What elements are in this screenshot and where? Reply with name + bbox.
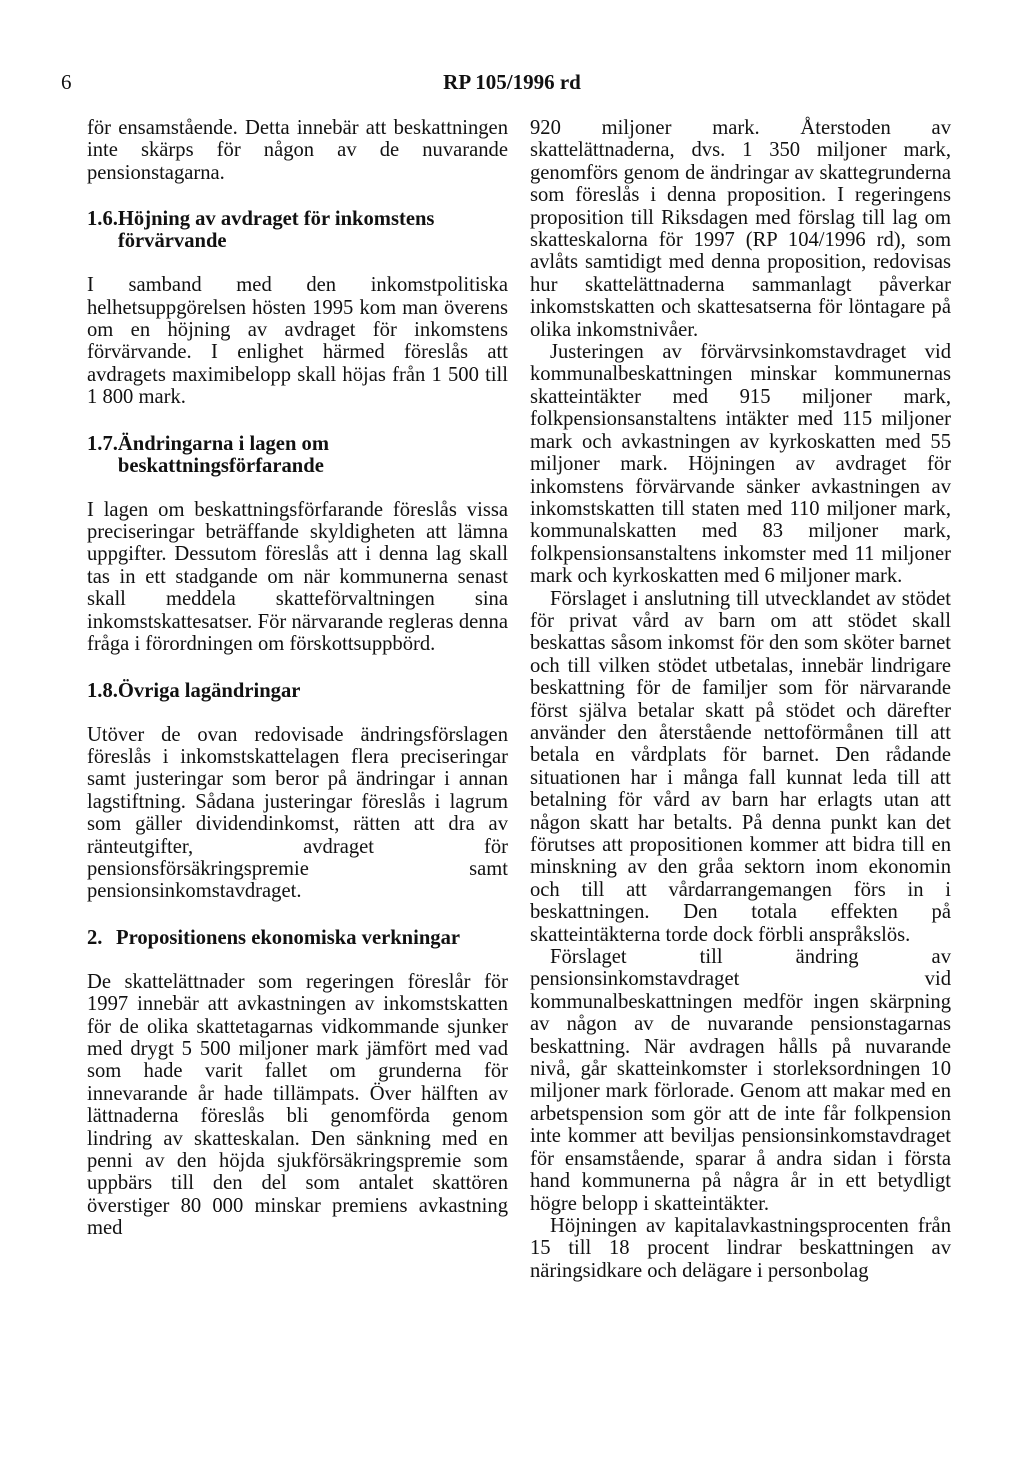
paragraph-1-8: Utöver de ovan redovisade ändringsförslagen föreslås i inkomstskattelagen flera preciseringar samt justeringar som beror på ändringar i annan lagstiftning. Sådana justeringar föreslås i lagrum som gäller dividendinkomst, rätten att dra av ränteutgifter, avdraget för pensionsförsäkringspremie samt pensionsinkomstavdraget. <box>87 723 508 903</box>
section-title: Ändringarna i lagen om beskattningsförfarande <box>117 432 329 477</box>
paragraph: Förslaget till ändring av pensionsinkomstavdraget vid kommunalbeskattningen medför ingen skärpning av någon av de nuvarande pensionstagarnas beskattning. När avdragen hålls på nuvarande nivå, går skatteinkomster i storleksordningen 10 miljoner mark förlorade. Genom att makar med en arbetspension som gör att de inte får folkpension inte kommer att beviljas pensionsinkomstavdraget för ensamstående, sparar å andra sidan i första hand kommunerna på några år in ett betydligt högre belopp i skatteintäkter. <box>530 946 951 1215</box>
paragraph: Förslaget i anslutning till utvecklandet av stödet för privat vård av barn om att stödet skall beskattas såsom inkomst för den som sköter barnet och till vilken stödet utbetalas, innebär lindrigare beskattning för de familjer som för närvarande först själva betalar skatt på stödet och därefter använder den återstående nettoförmånen till att betala en vårdplats för barnet. Den rådande situationen har i många fall kunnat leda till att betalning för vård av barn har erlagts utan att någon skatt har betalts. På denna punkt kan det förutses att propositionen kommer att bidra till en minskning av den gråa sektorn inom ekonomin och till att vårdarrangemangen förs in i beskattningen. Den totala effekten på skatteintäkterna torde dock förbli anspråkslös. <box>530 587 951 946</box>
section-title: Övriga lagändringar <box>117 679 301 702</box>
paragraph-1-6: I samband med den inkomstpolitiska helhetsuppgörelsen hösten 1995 kom man överens om en höjning av avdraget för inkomstens förvärvande. I enlighet härmed föreslås att avdragets maximibelopp skall höjas från 1 500 till 1 800 mark. <box>87 274 508 409</box>
paragraph: Justeringen av förvärvsinkomstavdraget vid kommunalbeskattningen minskar kommunernas skatteintäkter med 915 miljoner mark, folkpensionsanstaltens intäkter med 115 miljoner mark och avkastningen av kyrkoskatten med 55 miljoner mark. Höjningen av avdraget för inkomstens förvärvande sänker avkastningen av inkomstskatten till staten med 110 miljoner mark, kommunalskatten med 83 miljoner mark, folkpensionsanstaltens inkomster med 11 miljoner mark och kyrkoskatten med 6 miljoner mark. <box>530 341 951 588</box>
section-heading-1-7 <box>87 433 508 477</box>
section-heading-1-6 <box>87 208 508 252</box>
paragraph-1-7: I lagen om beskattningsförfarande föreslås vissa preciseringar beträffande skyldigheten att lämna uppgifter. Dessutom föreslås att i denna lag skall tas in ett stadgande om när kommunerna senast skall meddela skatteförvaltningen sina inkomstskattesatser. För närvarande regleras denna fråga i förordningen om förskottsuppbörd. <box>87 498 508 656</box>
paragraph-2: De skattelättnader som regeringen föreslår för 1997 innebär att avkastningen av inkomstskatten för de olika skattetagarnas vidkommande sjunker med drygt 5 500 miljoner mark jämfört med vad som hade varit fallet om grunderna för innevarande år hade tillämpats. Över hälften av lättnaderna föreslås bli genomförda genom lindring av skatteskalan. Den sänkning med en penni av den höjda sjukförsäkringspremie som uppbärs till den del som antalet skattören överstiger 80 000 minskar premiens avkastning med <box>87 970 508 1240</box>
page-number: 6 <box>61 70 72 94</box>
intro-paragraph: för ensamstående. Detta innebär att beskattningen inte skärps för någon av de nuvarande pensionstagarna. <box>87 117 508 184</box>
paragraph: 920 miljoner mark. Återstoden av skattelättnaderna, dvs. 1 350 miljoner mark, genomförs genom de ändringar av skattegrunderna som föreslås i denna proposition. I regeringens proposition till Riksdagen med förslag till lag om skatteskalorna för 1997 (RP 104/1996 rd), som avlåts samtidigt med denna proposition, redovisas hur skattelättnaderna sammanlagt påverkar inkomstskatten och skattesatserna för löntagare på olika inkomstnivåer. <box>530 117 951 341</box>
section-title: Höjning av avdraget för inkomstens förvärvande <box>117 208 435 253</box>
document-title: RP 105/1996 rd <box>443 70 581 94</box>
section-number: 1.7. <box>87 432 118 455</box>
section-number: 2. <box>87 926 103 949</box>
section-heading-2 <box>87 927 508 949</box>
paragraph: Höjningen av kapitalavkastningsprocenten från 15 till 18 procent lindrar beskattningen av näringsidkare och delägare i personbolag <box>530 1214 951 1282</box>
left-column <box>87 117 508 1240</box>
section-number: 1.8. <box>87 679 118 702</box>
section-number: 1.6. <box>87 208 118 231</box>
section-title: Propositionens ekonomiska verkningar <box>116 926 461 949</box>
section-heading-1-8 <box>87 680 508 702</box>
right-column <box>530 117 951 1282</box>
